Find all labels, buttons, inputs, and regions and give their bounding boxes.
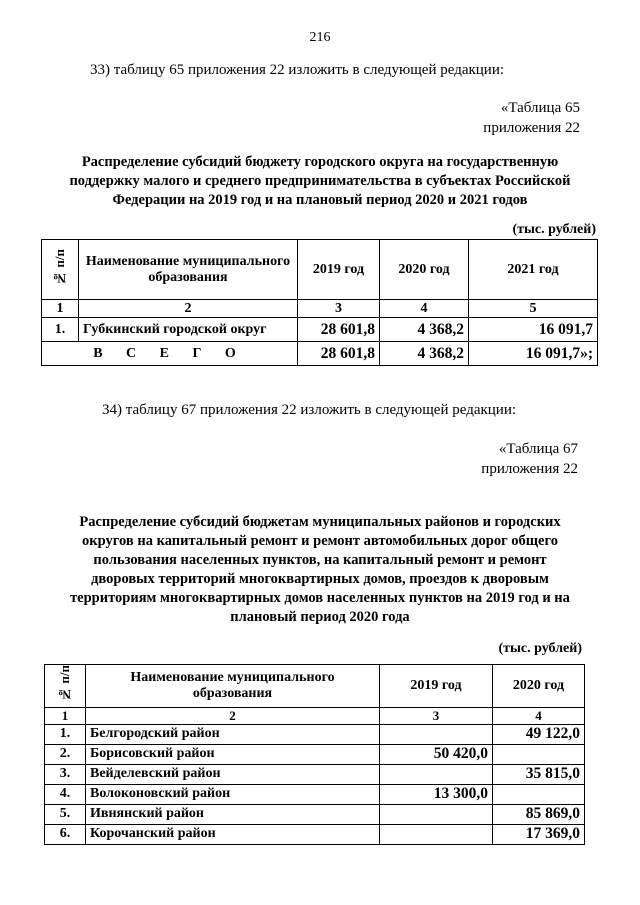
- col-num: 2: [86, 707, 380, 724]
- title-line: поддержку малого и среднего предпринимательства в субъектах Российской: [69, 173, 571, 189]
- table-row: [45, 824, 585, 844]
- col-header-name: Наименование муниципального образования: [79, 240, 298, 300]
- table-row: [45, 784, 585, 804]
- title-line: Распределение субсидий бюджету городского округа на государственную: [81, 154, 559, 170]
- total-2021: 16 091,7»;: [469, 342, 598, 366]
- row-value-2020: 4 368,2: [380, 318, 469, 342]
- total-row: [42, 342, 598, 366]
- row-value-2020: [493, 744, 585, 764]
- item-34-text: 34) таблицу 67 приложения 22 изложить в следующей редакции:: [102, 402, 517, 418]
- row-name: Борисовский район: [86, 744, 380, 764]
- total-2020: 4 368,2: [380, 342, 469, 366]
- row-name: Волоконовский район: [86, 784, 380, 804]
- title-line: округов на капитальный ремонт и ремонт автомобильных дорог общего: [82, 533, 558, 549]
- row-value-2021: 16 091,7: [469, 318, 598, 342]
- row-number: 5.: [45, 804, 86, 824]
- row-name: Вейделевский район: [86, 764, 380, 784]
- row-name: Корочанский район: [86, 824, 380, 844]
- row-value-2019: [380, 764, 493, 784]
- table-row: [45, 804, 585, 824]
- title-line: Распределение субсидий бюджетам муниципальных районов и городских: [79, 514, 561, 530]
- row-number: 4.: [45, 784, 86, 804]
- unit-label: (тыс. рублей): [498, 641, 582, 656]
- ref-line: «Таблица 67: [498, 441, 578, 457]
- col-header-name: Наименование муниципального образования: [86, 665, 380, 708]
- col-num: 5: [469, 300, 598, 318]
- item-33-text: 33) таблицу 65 приложения 22 изложить в следующей редакции:: [90, 62, 505, 78]
- table-67: [44, 664, 585, 845]
- row-number: 1.: [42, 318, 79, 342]
- col-header-2019: 2019 год: [380, 665, 493, 708]
- row-value-2020: 49 122,0: [493, 724, 585, 744]
- unit-label: (тыс. рублей): [512, 222, 596, 237]
- row-value-2019: 13 300,0: [380, 784, 493, 804]
- col-num: 3: [380, 707, 493, 724]
- title-line: Федерации на 2019 год и на плановый период 2020 и 2021 годов: [112, 192, 528, 208]
- col-num: 1: [42, 300, 79, 318]
- col-num: 1: [45, 707, 86, 724]
- row-value-2020: 35 815,0: [493, 764, 585, 784]
- col-header-number: № п/п: [45, 665, 86, 708]
- table-row: [45, 744, 585, 764]
- col-header-2021: 2021 год: [469, 240, 598, 300]
- ref-line: приложения 22: [483, 120, 580, 136]
- col-num: 3: [298, 300, 380, 318]
- row-value-2019: [380, 724, 493, 744]
- col-header-2020: 2020 год: [380, 240, 469, 300]
- ref-line: «Таблица 65: [500, 100, 580, 116]
- table-row: [42, 318, 598, 342]
- row-value-2019: 50 420,0: [380, 744, 493, 764]
- col-num: 2: [79, 300, 298, 318]
- total-label: В С Е Г О: [42, 342, 298, 366]
- table-row: [45, 724, 585, 744]
- table-65-title: [40, 153, 600, 210]
- table-67-title: [40, 513, 600, 627]
- column-numbers-row: [45, 707, 585, 724]
- col-header-2019: 2019 год: [298, 240, 380, 300]
- row-value-2020: [493, 784, 585, 804]
- col-num: 4: [380, 300, 469, 318]
- column-numbers-row: [42, 300, 598, 318]
- table-header-row: [45, 665, 585, 708]
- row-name: Губкинский городской округ: [79, 318, 298, 342]
- col-num: 4: [493, 707, 585, 724]
- table-67-reference: [481, 439, 578, 479]
- title-line: плановый период 2020 года: [230, 609, 410, 625]
- title-line: пользования населенных пунктов, на капитальный ремонт и ремонт: [93, 552, 547, 568]
- title-line: территориям многоквартирных домов населенных пунктов на 2019 год и на: [70, 590, 570, 606]
- table-65-reference: [483, 98, 580, 138]
- table-row: [45, 764, 585, 784]
- row-number: 3.: [45, 764, 86, 784]
- row-value-2020: 85 869,0: [493, 804, 585, 824]
- row-value-2019: [380, 804, 493, 824]
- row-value-2020: 17 369,0: [493, 824, 585, 844]
- table-65: [41, 239, 598, 366]
- col-header-number: № п/п: [42, 240, 79, 300]
- row-number: 6.: [45, 824, 86, 844]
- row-value-2019: 28 601,8: [298, 318, 380, 342]
- row-name: Ивнянский район: [86, 804, 380, 824]
- table-header-row: [42, 240, 598, 300]
- total-2019: 28 601,8: [298, 342, 380, 366]
- title-line: дворовых территорий многоквартирных домов, проездов к дворовым: [91, 571, 549, 587]
- row-number: 1.: [45, 724, 86, 744]
- col-header-2020: 2020 год: [493, 665, 585, 708]
- ref-line: приложения 22: [481, 461, 578, 477]
- row-value-2019: [380, 824, 493, 844]
- row-name: Белгородский район: [86, 724, 380, 744]
- page-number: 216: [309, 30, 331, 45]
- row-number: 2.: [45, 744, 86, 764]
